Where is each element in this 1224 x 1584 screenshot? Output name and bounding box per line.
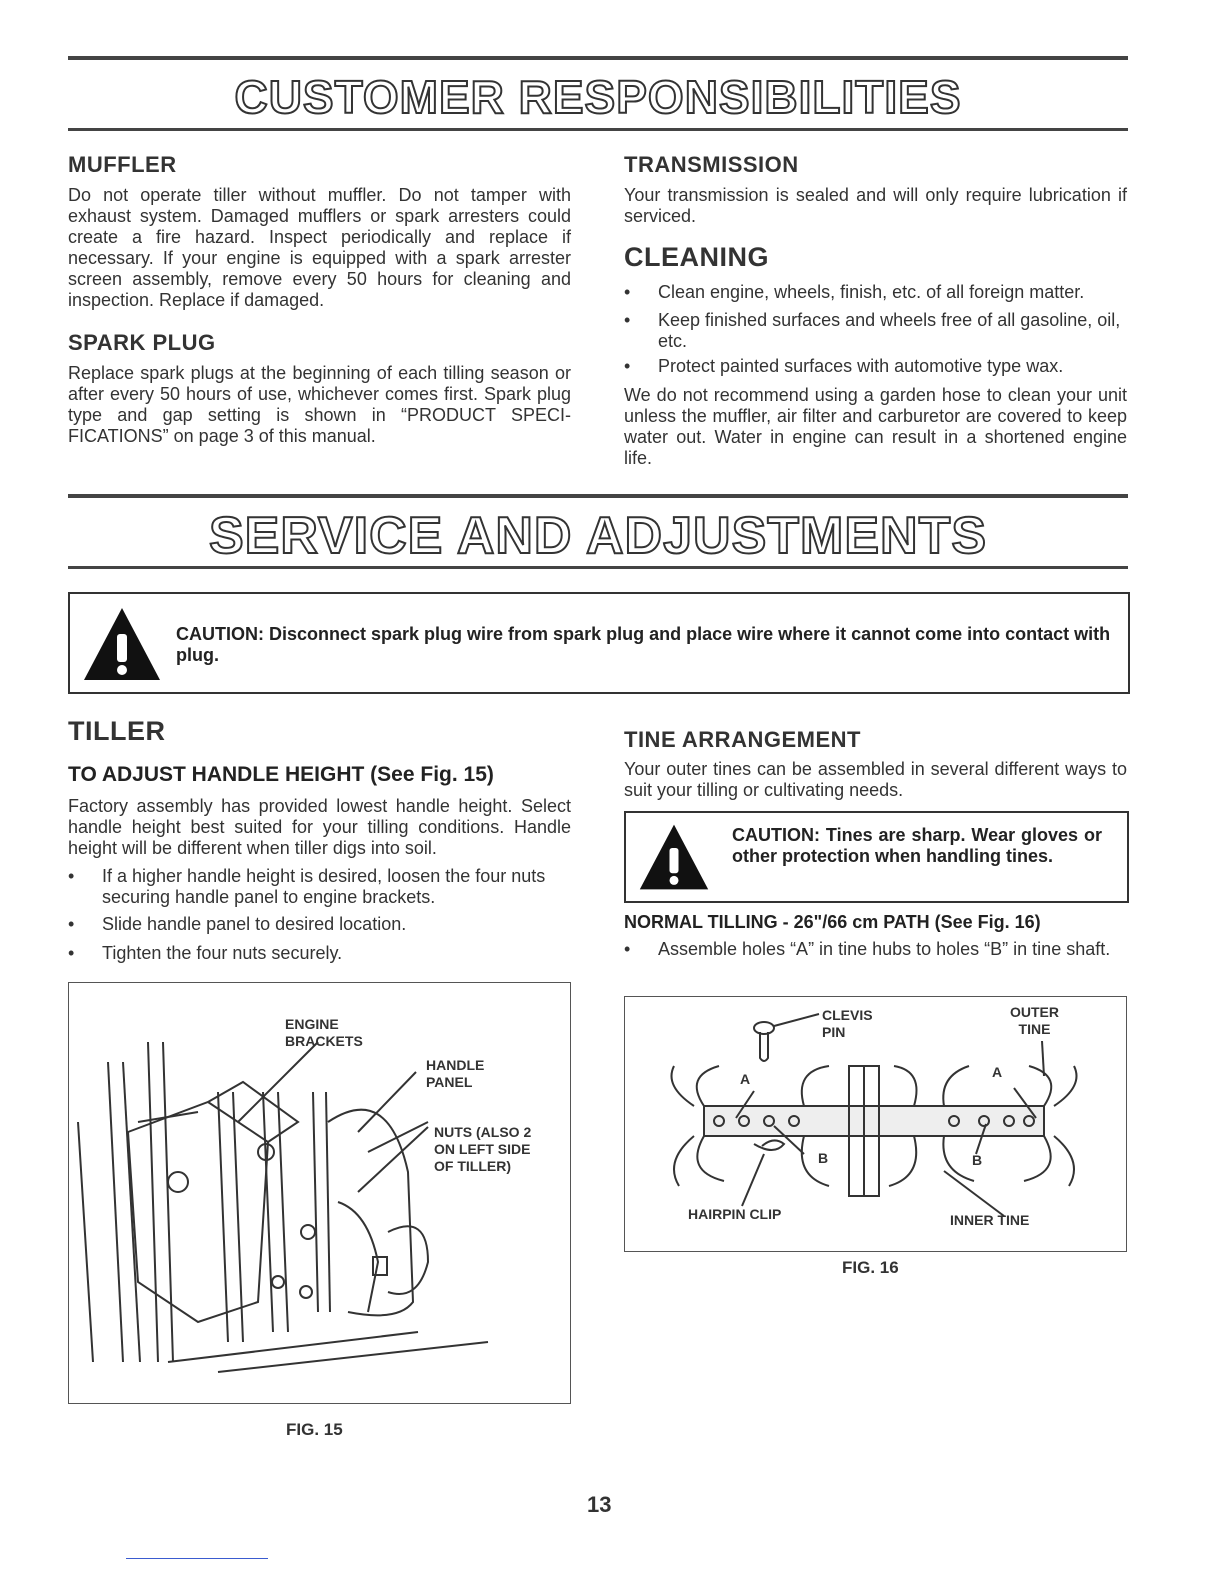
tiller-heading: TILLER xyxy=(68,716,166,746)
tine-bullet: • Assemble holes “A” in tine hubs to holes “B” in tine shaft. xyxy=(624,939,1111,959)
muffler-text: Do not operate tiller without muffler. Do not tamper with exhaust system. Damaged mufflers or spark arresters could create a fire hazard. Inspect periodically and replace if necessary. If your engine is equipped with a spark arrester screen assembly, remove every 50 hours for cleaning and inspection. Replace if damaged. xyxy=(68,185,571,310)
cleaning-heading: CLEANING xyxy=(624,242,769,272)
label-nuts: NUTS (ALSO 2 ON LEFT SIDE OF TILLER) xyxy=(434,1124,532,1174)
cleaning-bullet: • Keep finished surfaces and wheels free of all gasoline, oil, etc. xyxy=(624,310,1121,351)
service-adjustments-title: SERVICE AND ADJUSTMENTS xyxy=(208,507,988,565)
label-a-right: A xyxy=(992,1064,1003,1080)
label-b-left: B xyxy=(818,1150,829,1166)
label-inner-tine: INNER TINE xyxy=(950,1212,1030,1228)
label-a-left: A xyxy=(740,1071,751,1087)
spark-plug-text: Replace spark plugs at the beginning of each tilling season or after every 50 hours of use, whichever comes first. Spark plug type and gap setting is shown in “PRODUCT SPECI-FICATIONS” on page 3 of this manual. xyxy=(68,363,571,446)
transmission-text: Your transmission is sealed and will only require lubrication if serviced. xyxy=(624,185,1127,226)
bottom-left-rule xyxy=(126,1558,268,1559)
top-rule xyxy=(68,56,1128,60)
cleaning-bullet: • Protect painted surfaces with automotive type wax. xyxy=(624,356,1064,376)
tine-caution-box xyxy=(624,811,1129,903)
caution-text: CAUTION: Disconnect spark plug wire from spark plug and place wire where it cannot come into contact with plug. xyxy=(176,624,1111,665)
page-number: 13 xyxy=(587,1492,612,1517)
adjust-handle-heading: TO ADJUST HANDLE HEIGHT (See Fig. 15) xyxy=(68,763,494,786)
tiller-text: Factory assembly has provided lowest handle height. Select handle height best suited for your tilling conditions. Handle height will be different when tiller digs into soil. xyxy=(68,796,571,858)
service-top-rule xyxy=(68,494,1128,498)
label-outer-tine: OUTER TINE xyxy=(1010,1004,1059,1037)
tiller-bullet: • If a higher handle height is desired, loosen the four nuts securing handle panel to engine brackets. xyxy=(68,866,546,907)
normal-tilling-heading: NORMAL TILLING - 26"/66 cm PATH (See Fig. 16) xyxy=(624,912,1041,932)
tine-arrangement-heading: TINE ARRANGEMENT xyxy=(624,727,861,752)
label-b-right: B xyxy=(972,1152,983,1168)
tine-arrangement-text: Your outer tines can be assembled in several different ways to suit your tilling or cultivating needs. xyxy=(624,759,1127,800)
cleaning-text: We do not recommend using a garden hose to clean your unit unless the muffler, air filter and carburetor are covered to keep water out. Water in engine can result in a shortened engine life. xyxy=(624,385,1127,468)
spark-plug-heading: SPARK PLUG xyxy=(68,330,216,355)
tine-caution-text: CAUTION: Tines are sharp. Wear gloves or other protection when handling tines. xyxy=(732,825,1102,866)
cleaning-bullet: • Clean engine, wheels, finish, etc. of all foreign matter. xyxy=(624,282,1085,302)
label-hairpin-clip: HAIRPIN CLIP xyxy=(688,1206,782,1222)
label-handle-panel: HANDLE PANEL xyxy=(426,1057,485,1090)
caution-box xyxy=(68,592,1130,694)
tiller-bullet: • Slide handle panel to desired location. xyxy=(68,914,407,934)
customer-responsibilities-title: CUSTOMER RESPONSIBILITIES xyxy=(234,71,962,123)
transmission-heading: TRANSMISSION xyxy=(624,152,799,177)
warning-icon xyxy=(638,821,710,893)
service-underline-rule xyxy=(68,566,1128,569)
title-underline-rule xyxy=(68,128,1128,131)
tiller-bullet: • Tighten the four nuts securely. xyxy=(68,943,343,963)
fig16-caption: FIG. 16 xyxy=(842,1258,899,1277)
label-clevis-pin: CLEVIS PIN xyxy=(822,1007,873,1040)
muffler-heading: MUFFLER xyxy=(68,152,177,177)
label-engine-brackets: ENGINE BRACKETS xyxy=(285,1016,363,1049)
fig15-caption: FIG. 15 xyxy=(286,1420,343,1439)
warning-icon xyxy=(82,604,162,684)
